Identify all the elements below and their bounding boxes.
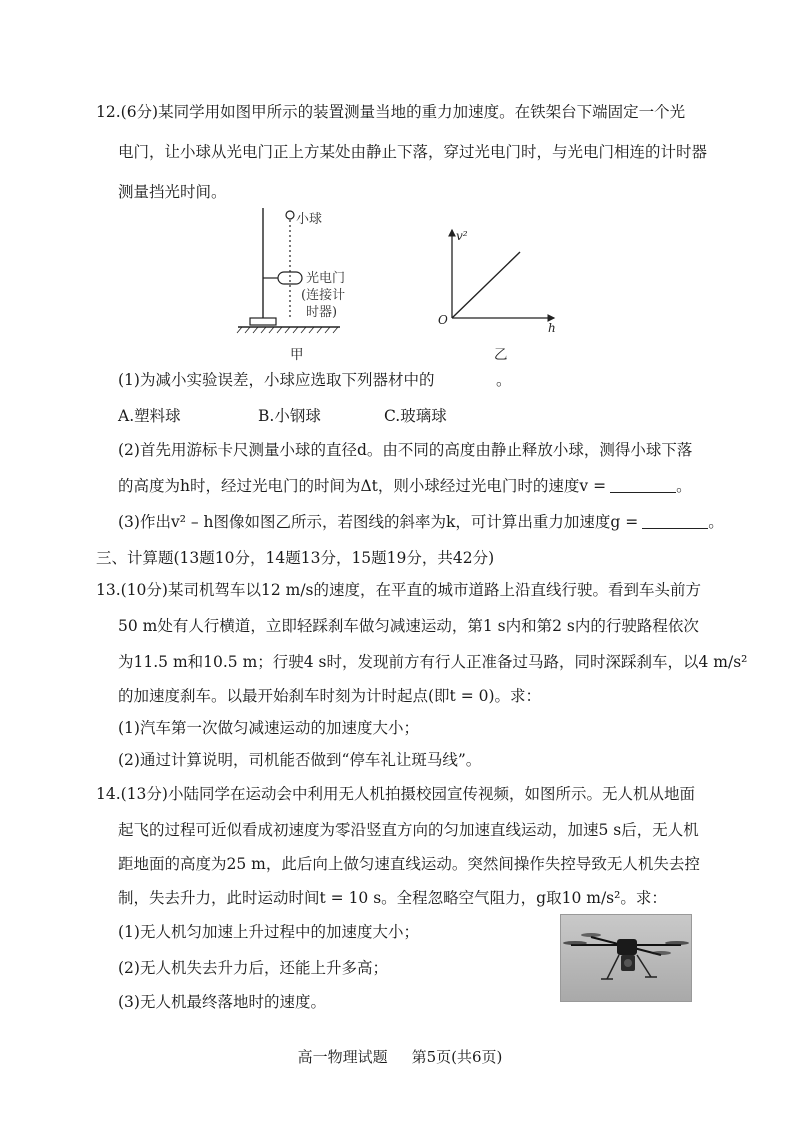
ball-icon: [286, 211, 294, 219]
origin-label: O: [438, 313, 448, 327]
drone-icon: [561, 915, 691, 1001]
q12-sub-2-end: 。: [676, 477, 692, 495]
x-axis-label: h: [548, 321, 556, 335]
q13-sub-1: (1)汽车第一次做匀减速运动的加速度大小；: [118, 719, 419, 737]
figure-yi-graph: [432, 224, 562, 344]
q13-sub-2: (2)通过计算说明，司机能否做到“停车礼让斑马线”。: [118, 751, 482, 769]
q14-line-1: 14.(13分)小陆同学在运动会中利用无人机拍摄校园宣传视频，如图所示。无人机从地面: [96, 785, 695, 803]
drone-photo: [560, 914, 692, 1002]
q12-sub-1: [118, 368, 434, 390]
q13-line-4: 的加速度刹车。以最开始刹车时刻为计时起点(即t = 0)。求：: [118, 687, 542, 705]
q14-sub-1: (1)无人机匀加速上升过程中的加速度大小；: [118, 923, 419, 941]
option-c: C.玻璃球: [384, 407, 447, 425]
q12-sub-3-text: (3)作出v² – h图像如图乙所示，若图线的斜率为k，可计算出重力加速度g =: [118, 513, 639, 531]
q14-sub-3: (3)无人机最终落地时的速度。: [118, 993, 326, 1011]
option-b: B.小钢球: [258, 407, 321, 425]
q12-line-1: 12.(6分)某同学用如图甲所示的装置测量当地的重力加速度。在铁架台下端固定一个光: [96, 103, 686, 121]
y-axis-label: v²: [456, 229, 468, 243]
q12-sub-1-end: 。: [496, 371, 512, 389]
q12-sub-3-end: 。: [708, 513, 724, 531]
footer-subject: 高一物理试题: [297, 1048, 388, 1066]
q13-line-3: 为11.5 m和10.5 m；行驶4 s时，发现前方有行人正准备过马路，同时深踩刹车，以4 m/s²: [118, 653, 748, 671]
answer-blank-g[interactable]: [642, 514, 708, 529]
q14-line-3: 距地面的高度为25 m，此后向上做匀速直线运动。突然间操作失控导致无人机失去控: [118, 855, 700, 873]
q14-line-2: 起飞的过程可近似看成初速度为零沿竖直方向的匀加速直线运动，加速5 s后，无人机: [118, 821, 699, 839]
q12-line-3: 测量挡光时间。: [118, 183, 227, 201]
q12-sub-2-line-1: (2)首先用游标卡尺测量小球的直径d。由不同的高度由静止释放小球，测得小球下落: [118, 441, 693, 459]
q13-line-2: 50 m处有人行横道，立即轻踩刹车做匀减速运动，第1 s内和第2 s内的行驶路程依次: [118, 617, 699, 635]
v2-h-line: [452, 252, 520, 318]
q12-sub-1-text: (1)为减小实验误差，小球应选取下列器材中的: [118, 371, 435, 389]
option-a: A.塑料球: [118, 407, 181, 425]
page-footer: [0, 1046, 800, 1067]
photogate-label-2: (连接计: [301, 288, 346, 303]
answer-blank-velocity[interactable]: [610, 478, 676, 493]
q14-sub-2: (2)无人机失去升力后，还能上升多高；: [118, 959, 388, 977]
q12-line-2: 电门，让小球从光电门正上方某处由静止下落，穿过光电门时，与光电门相连的计时器: [118, 143, 708, 161]
photogate-label: 光电门: [306, 271, 346, 286]
footer-page-number: 第5页(共6页): [411, 1048, 503, 1066]
ball-label: 小球: [296, 212, 323, 227]
section-3-heading: 三、计算题(13题10分，14题13分，15题19分，共42分): [96, 549, 495, 567]
q12-sub-3: [118, 510, 724, 532]
q14-line-4: 制，失去升力，此时运动时间t = 10 s。全程忽略空气阻力，g取10 m/s²。求：: [118, 889, 667, 907]
q12-sub-2-line-2-text: 的高度为h时，经过光电门的时间为Δt，则小球经过光电门时的速度v =: [118, 477, 607, 495]
photogate-label-3: 时器): [306, 305, 338, 320]
figure-jia-caption: 甲: [290, 347, 304, 363]
q13-line-1: 13.(10分)某司机驾车以12 m/s的速度，在平直的城市道路上沿直线行驶。看到车头前方: [96, 581, 701, 599]
figure-yi-caption: 乙: [494, 347, 508, 363]
q12-sub-2-line-2: [118, 474, 692, 496]
